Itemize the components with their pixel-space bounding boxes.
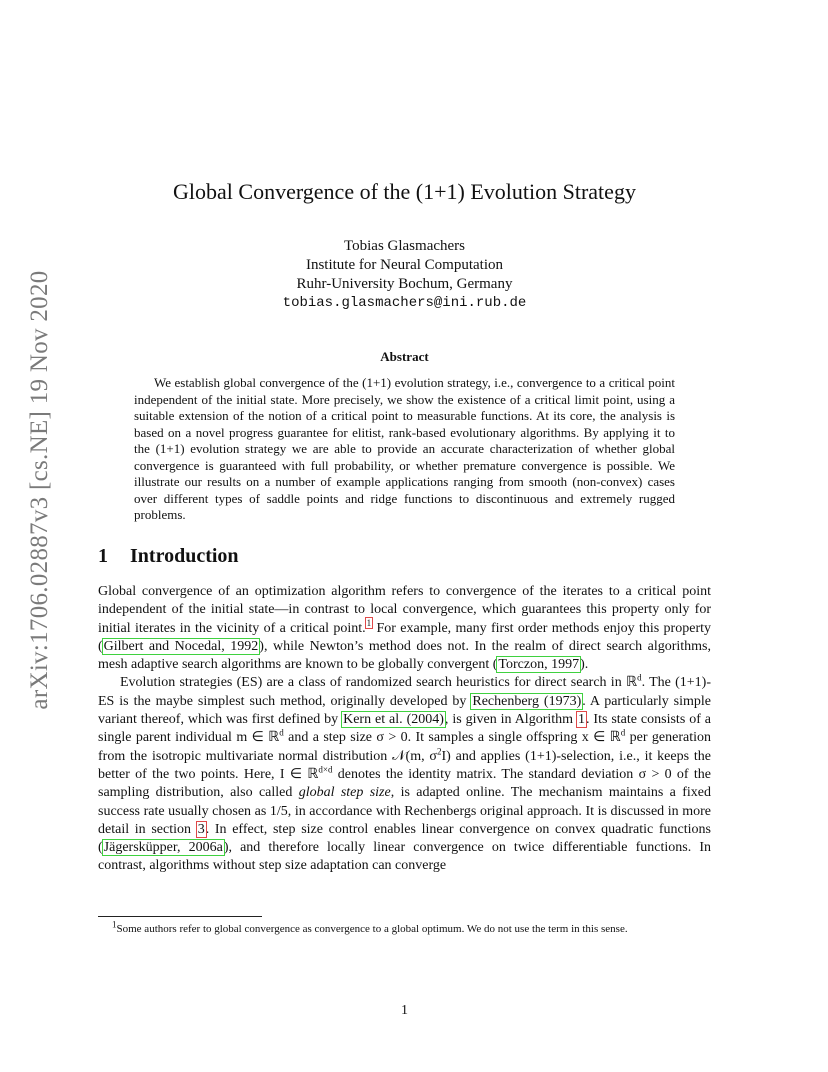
superscript: d — [279, 727, 284, 738]
footnote-divider — [98, 916, 262, 917]
text-run: I) and applies (1+1)-selection, i.e., it keeps the better of the two points. Here, I ∈ ℝ — [98, 748, 711, 782]
text-run: denotes the identity matrix. The standard deviation σ > 0 of the sampling distribution, also called — [98, 766, 711, 801]
emphasis: global step size — [298, 785, 391, 801]
footnote-link[interactable]: 1 — [366, 617, 372, 628]
section-number: 1 — [98, 545, 108, 567]
footnote-mark: 1 — [112, 919, 117, 930]
paragraph-2 — [98, 674, 711, 875]
abstract-heading: Abstract — [380, 349, 429, 364]
text-run: Evolution strategies (ES) are a class of randomized search heuristics for direct search in ℝ — [120, 675, 638, 691]
arxiv-stamp-text: arXiv:1706.02887v3 [cs.NE] 19 Nov 2020 — [26, 270, 53, 710]
citation-link[interactable]: Jägersküpper, 2006a — [103, 840, 223, 856]
footnote — [98, 919, 711, 937]
author-email: tobias.glasmachers@ini.rub.de — [282, 295, 527, 311]
text-run: . Its state consists of a single parent individual m ∈ ℝ — [98, 712, 712, 746]
author-name: Tobias Glasmachers — [344, 238, 465, 254]
citation-link[interactable]: Kern et al. (2004) — [343, 712, 444, 728]
section-title: Introduction — [130, 545, 239, 567]
affiliation-university: Ruhr-University Bochum, Germany — [296, 276, 513, 292]
arxiv-stamp — [22, 270, 58, 710]
text-run: ), while Newton’s method does not. In the realm of direct search algorithms, mesh adaptive search algorithms are known to be globally convergent ( — [98, 638, 711, 673]
citation-link[interactable]: Torczon, 1997 — [498, 657, 580, 673]
text-run: . In effect, step size control enables linear convergence on convex quadratic functions ( — [98, 821, 711, 856]
footnote-text: Some authors refer to global convergence as convergence to a global optimum. We do not use the term in this sense. — [116, 923, 628, 935]
affiliation-institute: Institute for Neural Computation — [305, 257, 504, 273]
text-run: per generation from the isotropic multivariate normal distribution 𝒩(m, σ — [98, 730, 711, 764]
citation-link[interactable]: Gilbert and Nocedal, 1992 — [103, 638, 259, 654]
text-run: ), and therefore locally linear convergence on twice differentiable functions. In contrast, algorithms without step size adaptation can converge — [98, 840, 712, 874]
section-link[interactable]: 3 — [197, 821, 205, 837]
text-run: For example, many first order methods enjoy this property ( — [98, 620, 711, 654]
superscript: 2 — [436, 746, 442, 757]
paragraph-1 — [98, 583, 711, 674]
citation-link[interactable]: Rechenberg (1973) — [472, 693, 582, 709]
text-run: . The (1+1)-ES is the maybe simplest such method, originally developed by — [98, 675, 711, 709]
text-run: , is adapted online. The mechanism maintains a fixed success rate usually chosen as 1/5, in accordance with Rechenbergs original approach. It is discussed in more detail in section — [98, 785, 711, 837]
text-run: and a step size σ > 0. It samples a single offspring x ∈ ℝ — [283, 730, 621, 746]
section-heading — [98, 545, 239, 568]
page-number: 1 — [401, 1003, 408, 1018]
abstract-text: We establish global convergence of the (1+1) evolution strategy, i.e., convergence to a critical point independent of the initial state. More precisely, we show the existence of a critical limit point, using a suitable extension of the notion of a critical point to measurable functions. At its core, the analysis is based on a novel progress guarantee for elitist, rank-based evolutionary algorithms. By applying it to the (1+1) evolution strategy we are able to provide an accurate characterization of whether global convergence is guaranteed with full probability, or whether premature convergence is possible. We illustrate our results on a number of example applications ranging from smooth (non-convex) cases over different types of saddle points and ridge functions to discontinuous and extremely rugged problems. — [134, 375, 675, 522]
superscript: d×d — [318, 764, 333, 775]
algorithm-link[interactable]: 1 — [577, 712, 585, 728]
author-block — [98, 237, 711, 313]
superscript: d — [637, 672, 642, 683]
text-run: ). — [580, 657, 589, 673]
superscript: d — [620, 727, 626, 738]
text-run: Global convergence of an optimization algorithm refers to convergence of the iterates to a critical point independent of the initial state—in contrast to local convergence, which guarantees this property only for initial iterates in the vicinity of a critical point. — [98, 584, 711, 636]
paper-title: Global Convergence of the (1+1) Evolution Strategy — [173, 179, 636, 204]
section-body — [98, 583, 711, 876]
text-run: , is given in Algorithm — [444, 712, 577, 728]
text-run: . A particularly simple variant thereof, which was first defined by — [98, 693, 711, 728]
